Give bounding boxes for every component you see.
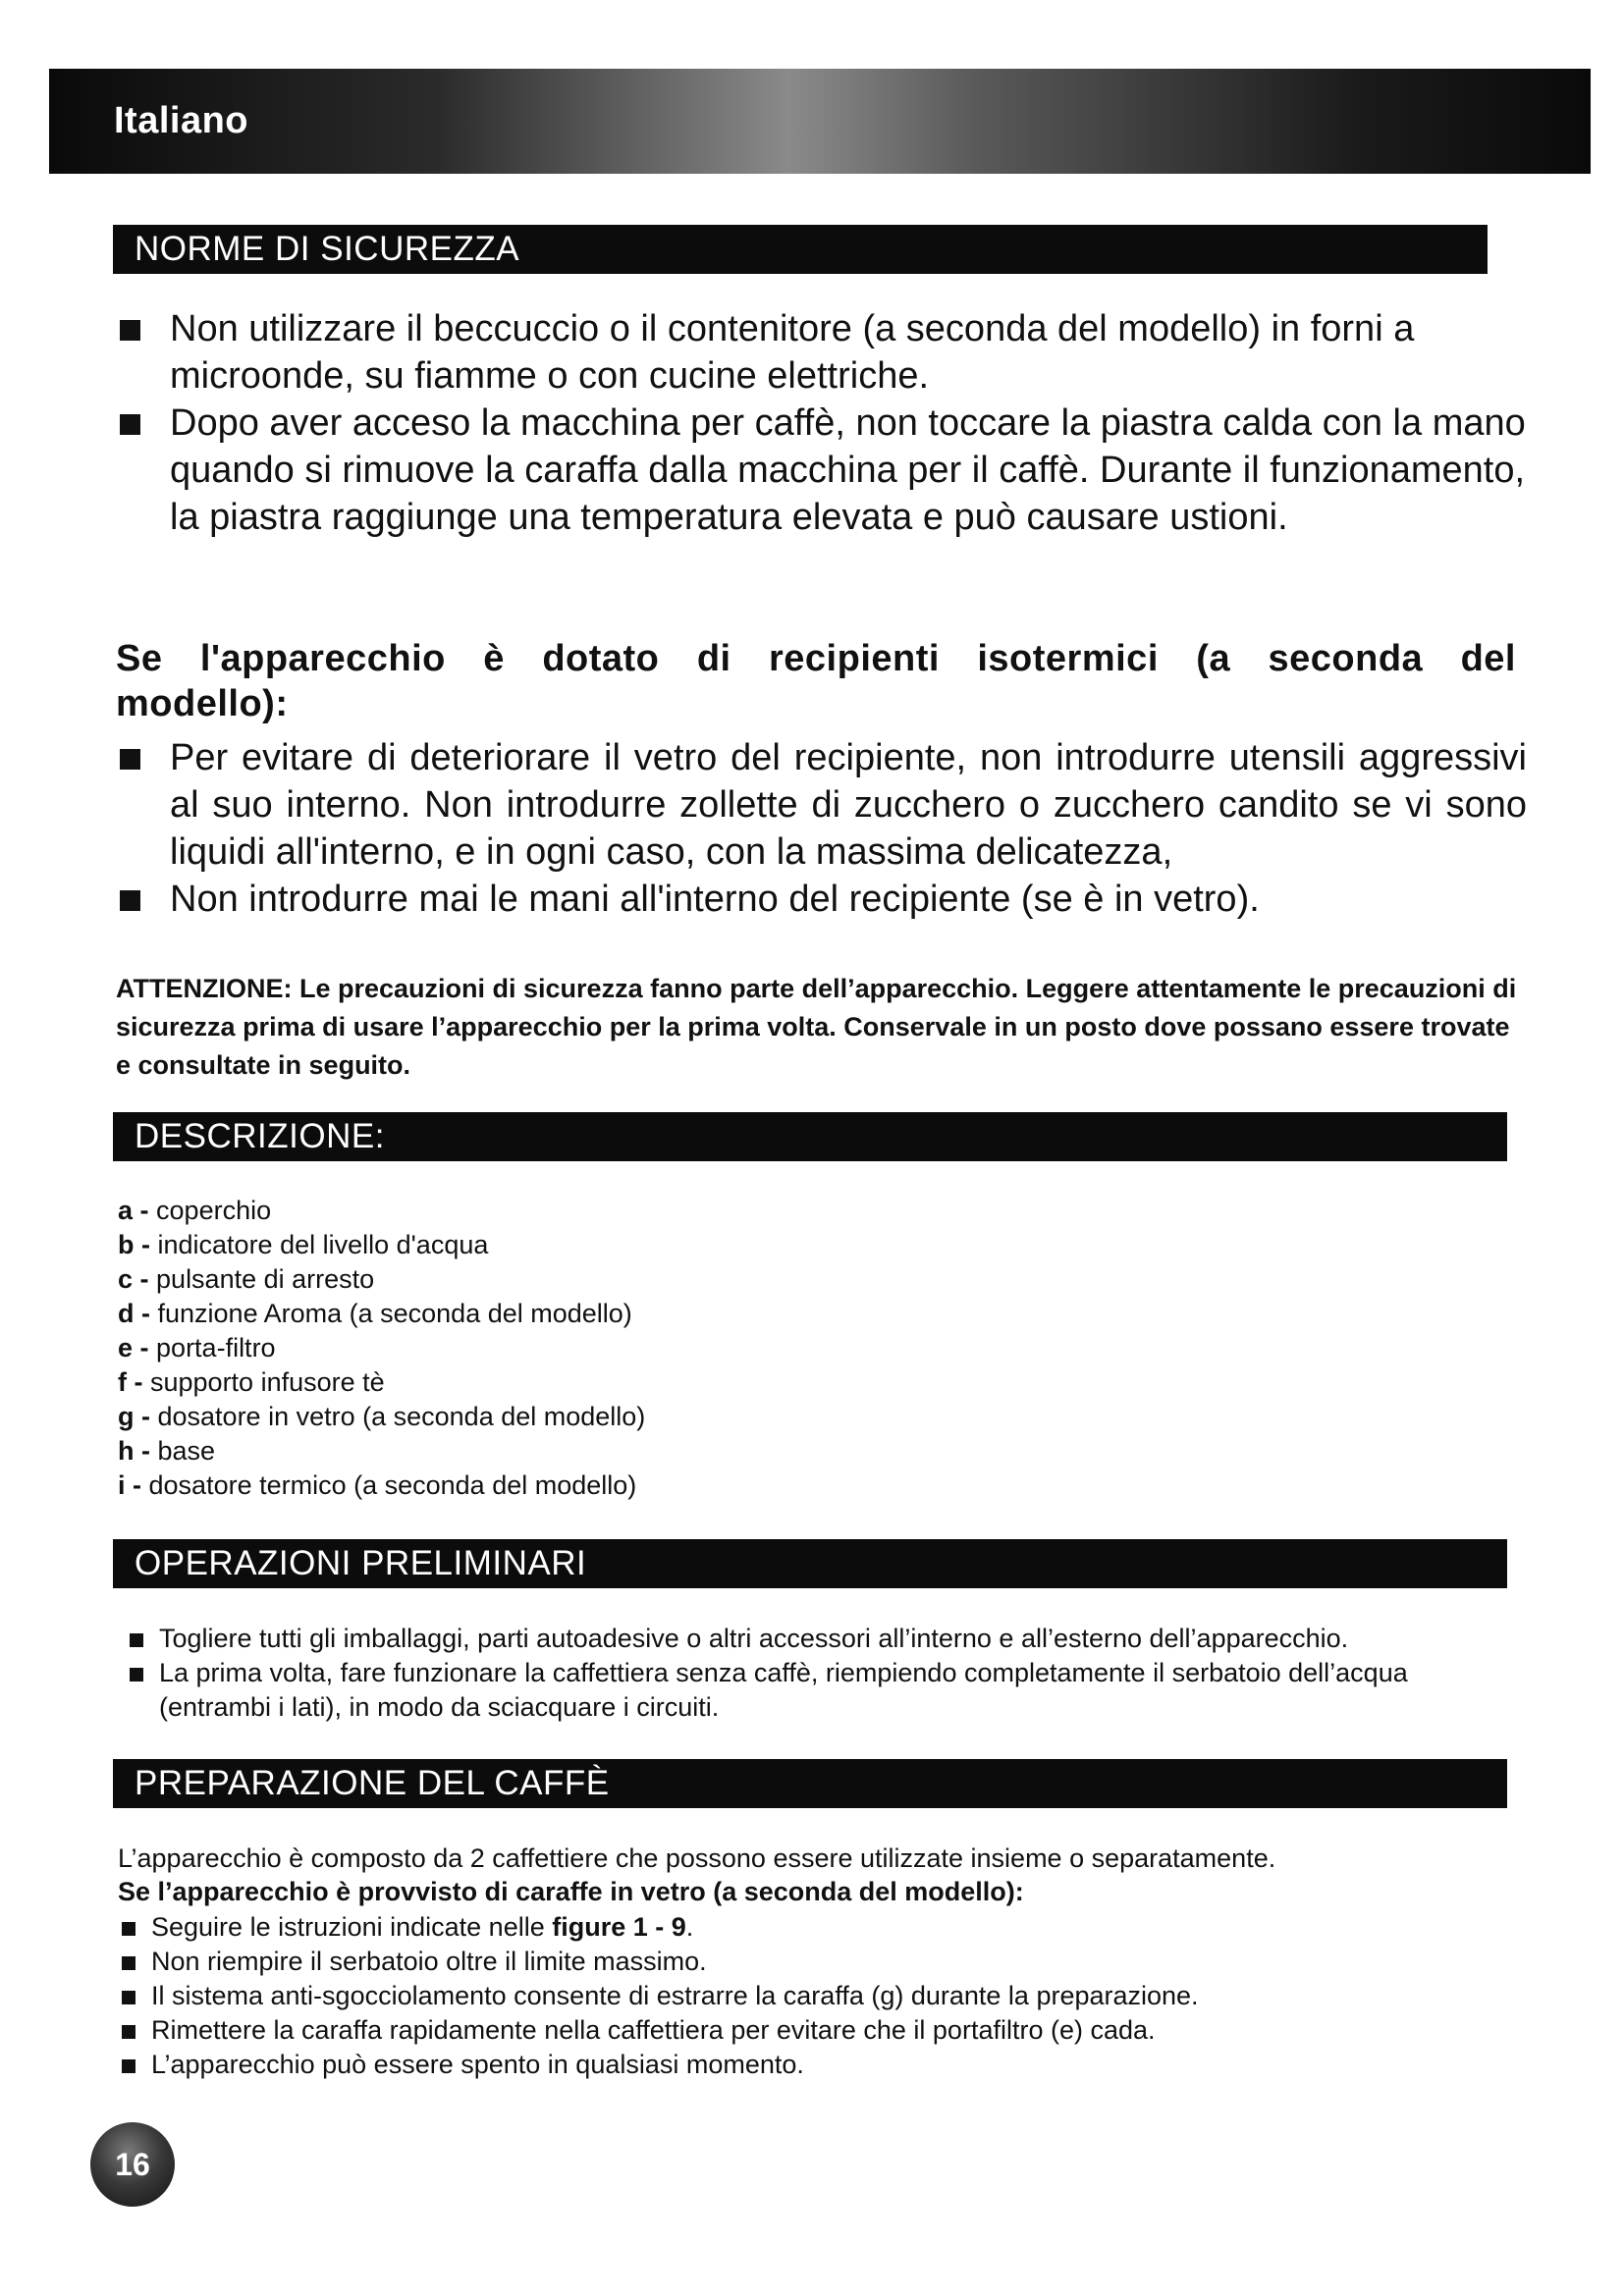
section-title-preliminary: OPERAZIONI PRELIMINARI [113,1539,1507,1588]
bullet-square-icon [122,1956,135,1970]
preparation-bullet-text: Rimettere la caraffa rapidamente nella caffettiera per evitare che il portafiltro (e) cada. [151,2015,1156,2045]
bullet-square-icon [120,749,140,770]
page-number-badge: 16 [90,2122,175,2207]
bullet-square-icon [130,1633,143,1647]
part-label: supporto infusore tè [150,1367,385,1397]
figure-reference: figure 1 - 9 [552,1912,686,1942]
preparation-intro-block [118,1842,1522,1908]
list-item: i - dosatore termico (a seconda del modello) [118,1470,637,1500]
list-item: g - dosatore in vetro (a seconda del modello) [118,1402,646,1431]
list-item [120,2013,1514,2048]
safety-warning: ATTENZIONE: Le precauzioni di sicurezza fanno parte dell’apparecchio. Leggere attentamente le precauzioni di sicurezza prima di usare l’apparecchio per la prima volta. Conservale in un posto dove possano essere trovate e consultate in seguito. [116,974,1517,1080]
list-item: e - porta-filtro [118,1333,276,1362]
preparation-bullet-text: Non riempire il serbatoio oltre il limite massimo. [151,1947,707,1976]
part-key: f [118,1367,127,1397]
bullet-square-icon [122,2025,135,2039]
list-item [113,876,1527,923]
isothermal-subheading: Se l'apparecchio è dotato di recipienti isotermici (a seconda del modello): [116,638,1516,724]
list-item [128,1622,1522,1656]
part-label: porta-filtro [156,1333,276,1362]
language-title: Italiano [114,100,249,141]
isothermal-bullet-text: Per evitare di deteriorare il vetro del recipiente, non introdurre utensili aggressivi al suo interno. Non introdurre zollette di zucchero o zucchero candito se vi sono liquidi all'interno, e in ogni caso, con la massima delicatezza, [170,737,1527,873]
list-item: a - coperchio [118,1196,272,1225]
safety-bullet-text: Non utilizzare il beccuccio o il contenitore (a seconda del modello) in forni a microonde, su fiamme o con cucine elettriche. [170,308,1415,397]
list-item [120,1979,1514,2013]
bullet-square-icon [122,1922,135,1936]
preliminary-bullet-text: La prima volta, fare funzionare la caffettiera senza caffè, riempiendo completamente il serbatoio dell’acqua (entrambi i lati), in modo da sciacquare i circuiti. [159,1658,1408,1722]
part-key: a [118,1196,134,1225]
bullet-square-icon [122,2059,135,2073]
bullet-square-icon [130,1668,143,1682]
list-item: h - base [118,1436,216,1466]
list-item [113,734,1527,876]
preparation-bullet-list [120,1910,1514,2082]
part-label: base [157,1436,216,1466]
preparation-bullet-text: L’apparecchio può essere spento in qualsiasi momento. [151,2050,804,2079]
section-title-safety: NORME DI SICUREZZA [113,225,1488,274]
part-key: e [118,1333,134,1362]
section-title-description: DESCRIZIONE: [113,1112,1507,1161]
section-title-preparation: PREPARAZIONE DEL CAFFÈ [113,1759,1507,1808]
part-key: b [118,1230,135,1259]
bullet-square-icon [122,1991,135,2004]
bullet-square-icon [120,890,140,911]
part-key: d [118,1299,135,1328]
sentence-end: . [685,1912,694,1942]
list-item [128,1656,1522,1725]
part-key: i [118,1470,126,1500]
list-item [113,400,1527,541]
list-item [120,1945,1514,1979]
part-key: h [118,1436,135,1466]
preparation-subheading: Se l’apparecchio è provvisto di caraffe in vetro (a seconda del modello): [118,1877,1024,1906]
isothermal-bullet-list [113,734,1527,923]
list-item [120,2048,1514,2082]
preliminary-bullet-list [128,1622,1522,1725]
description-list [118,1194,1100,1503]
part-label: funzione Aroma (a seconda del modello) [157,1299,632,1328]
safety-bullet-text: Dopo aver acceso la macchina per caffè, non toccare la piastra calda con la mano quando si rimuove la caraffa dalla macchina per il caffè. Durante il funzionamento, la piastra raggiunge una temperatura elevata e può causare ustioni. [170,402,1526,538]
part-label: pulsante di arresto [156,1264,375,1294]
language-header-bar [49,69,1591,174]
preliminary-bullet-text: Togliere tutti gli imballaggi, parti autoadesive o altri accessori all’interno e all’esterno dell’apparecchio. [159,1624,1349,1653]
bullet-square-icon [120,320,140,341]
safety-bullet-list [113,305,1527,541]
preparation-intro: L’apparecchio è composto da 2 caffettiere che possono essere utilizzate insieme o separatamente. [118,1843,1276,1873]
list-item: b - indicatore del livello d'acqua [118,1230,489,1259]
list-item: c - pulsante di arresto [118,1264,375,1294]
preparation-bullet-text: Seguire le istruzioni indicate nelle [151,1912,553,1942]
list-item [120,1910,1514,1945]
isothermal-bullet-text: Non introdurre mai le mani all'interno del recipiente (se è in vetro). [170,879,1260,920]
part-key: g [118,1402,135,1431]
part-label: coperchio [156,1196,272,1225]
list-item: d - funzione Aroma (a seconda del modello) [118,1299,632,1328]
part-label: dosatore in vetro (a seconda del modello) [157,1402,646,1431]
part-label: dosatore termico (a seconda del modello) [148,1470,637,1500]
part-key: c [118,1264,134,1294]
list-item [113,305,1527,400]
list-item: f - supporto infusore tè [118,1367,385,1397]
preparation-bullet-text: Il sistema anti-sgocciolamento consente di estrarre la caraffa (g) durante la preparazione. [151,1981,1199,2010]
part-label: indicatore del livello d'acqua [157,1230,489,1259]
bullet-square-icon [120,414,140,435]
